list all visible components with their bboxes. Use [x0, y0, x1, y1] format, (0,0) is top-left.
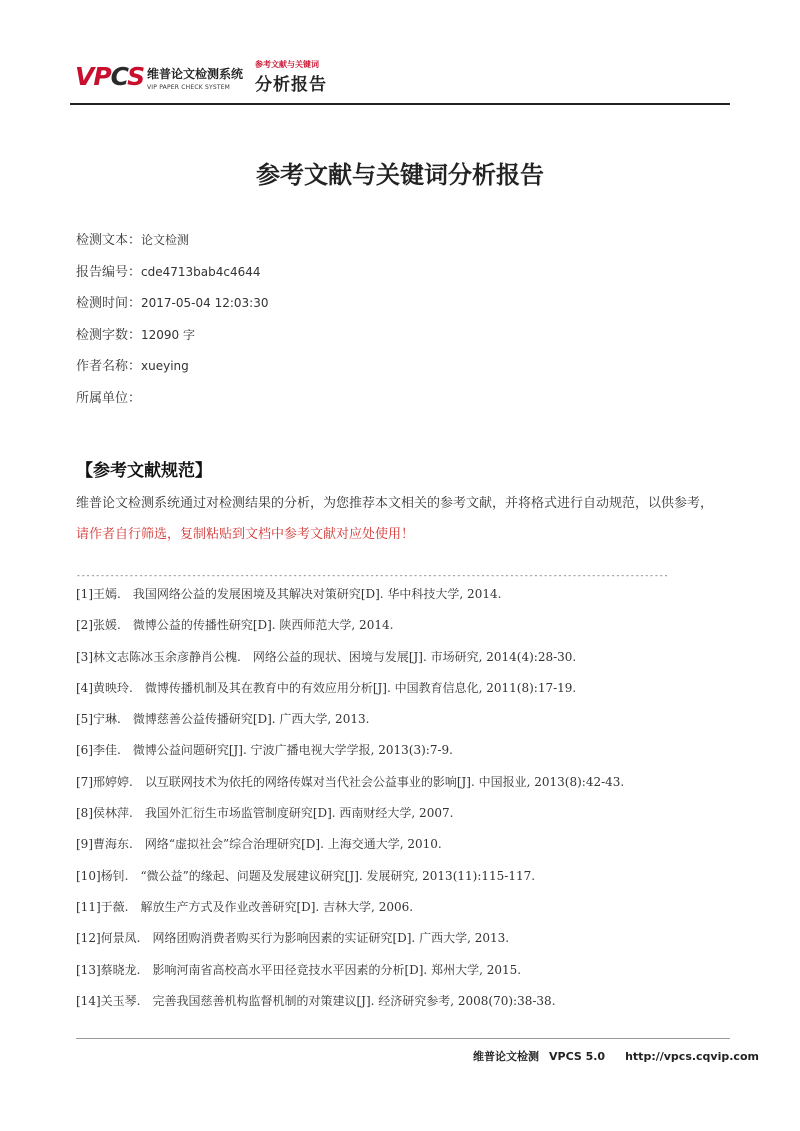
report-header	[75, 56, 730, 100]
section-intro	[76, 488, 726, 550]
meta-value: 12090 字	[141, 327, 196, 342]
intro-text: 维普论文检测系统通过对检测结果的分析，为您推荐本文相关的参考文献，并将格式进行自动规范，以供参考，	[76, 496, 714, 511]
reference-item: [10]杨钊. “微公益”的缘起、问题及发展建议研究[J]. 发展研究, 2013(11):115-117.	[76, 868, 536, 883]
logo-text	[147, 65, 243, 91]
meta-row-report-id	[76, 262, 268, 294]
meta-row-time	[76, 293, 268, 325]
meta-label: 检测字数：	[76, 327, 142, 343]
document-title: 参考文献与关键词分析报告	[256, 160, 544, 189]
meta-label: 检测时间：	[76, 296, 142, 312]
logo-english-name: VIP PAPER CHECK SYSTEM	[147, 84, 231, 91]
footer-brand: 维普论文检测	[473, 1050, 539, 1063]
reference-item: [5]宁琳. 微博慈善公益传播研究[D]. 广西大学, 2013.	[76, 712, 370, 727]
reference-item: [13]蔡晓龙. 影响河南省高校高水平田径竞技水平因素的分析[D]. 郑州大学, 2015.	[76, 962, 522, 977]
header-divider	[70, 103, 730, 105]
meta-label: 作者名称：	[76, 359, 142, 375]
footer-version: VPCS 5.0	[549, 1050, 606, 1063]
reference-item: [8]侯林萍. 我国外汇衍生市场监管制度研究[D]. 西南财经大学, 2007.	[76, 806, 454, 821]
reference-list	[76, 584, 736, 1022]
footer-url[interactable]: http://vpcs.cqvip.com	[625, 1050, 759, 1063]
reference-item: [4]黄映玲. 微博传播机制及其在教育中的有效应用分析[J]. 中国教育信息化, 2011(8):17-19.	[76, 680, 577, 695]
meta-row-word-count	[76, 325, 268, 357]
report-tag	[255, 59, 327, 95]
logo-chinese-name: 维普论文检测系统	[147, 67, 244, 81]
meta-value: cde4713bab4c4644	[141, 264, 261, 279]
reference-item: [12]何景凤. 网络团购消费者购买行为影响因素的实证研究[D]. 广西大学, 2013.	[76, 931, 510, 946]
section-heading: 【参考文献规范】	[76, 461, 212, 481]
meta-row-author	[76, 356, 268, 388]
reference-item: [1]王嫣. 我国网络公益的发展困境及其解决对策研究[D]. 华中科技大学, 2014.	[76, 587, 502, 601]
meta-label: 检测文本：	[76, 233, 142, 248]
reference-item: [2]张媛. 微博公益的传播性研究[D]. 陕西师范大学, 2014.	[76, 618, 394, 633]
report-tag-title: 分析报告	[255, 75, 327, 95]
meta-value: 2017-05-04 12:03:30	[141, 296, 269, 311]
report-tag-subtitle: 参考文献与关键词	[255, 60, 319, 69]
footer-divider	[76, 1038, 730, 1039]
report-meta	[76, 230, 268, 420]
reference-item: [9]曹海东. 网络“虚拟社会”综合治理研究[D]. 上海交通大学, 2010.	[76, 837, 442, 852]
intro-warning: 请作者自行筛选，复制粘贴到文档中参考文献对应处使用！	[76, 527, 415, 542]
meta-value: 论文检测	[141, 233, 190, 247]
meta-row-text	[76, 230, 268, 262]
reference-item: [14]关玉琴. 完善我国慈善机构监督机制的对策建议[J]. 经济研究参考, 2008(70):38-38.	[76, 993, 556, 1008]
reference-item: [3]林文志陈冰玉余彦静肖公槐. 网络公益的现状、困境与发展[J]. 市场研究, 2014(4):28-30.	[76, 649, 577, 664]
meta-label: 报告编号：	[76, 264, 142, 280]
reference-item: [7]邢婷婷. 以互联网技术为依托的网络传媒对当代社会公益事业的影响[J]. 中国报业, 2013(8):42-43.	[76, 774, 625, 789]
meta-value: xueying	[141, 359, 189, 374]
meta-label: 所属单位：	[76, 390, 142, 406]
dashed-divider: ---------------------------------------------------------------------------------------------------------------------------	[76, 571, 669, 580]
meta-row-affiliation	[76, 388, 268, 420]
reference-item: [6]李佳. 微博公益问题研究[J]. 宁波广播电视大学学报, 2013(3):7-9.	[76, 743, 453, 758]
vpcs-logo: VPCS	[75, 62, 145, 91]
reference-item: [11]于薇. 解放生产方式及作业改善研究[D]. 吉林大学, 2006.	[76, 899, 414, 914]
page-footer	[473, 1048, 759, 1064]
